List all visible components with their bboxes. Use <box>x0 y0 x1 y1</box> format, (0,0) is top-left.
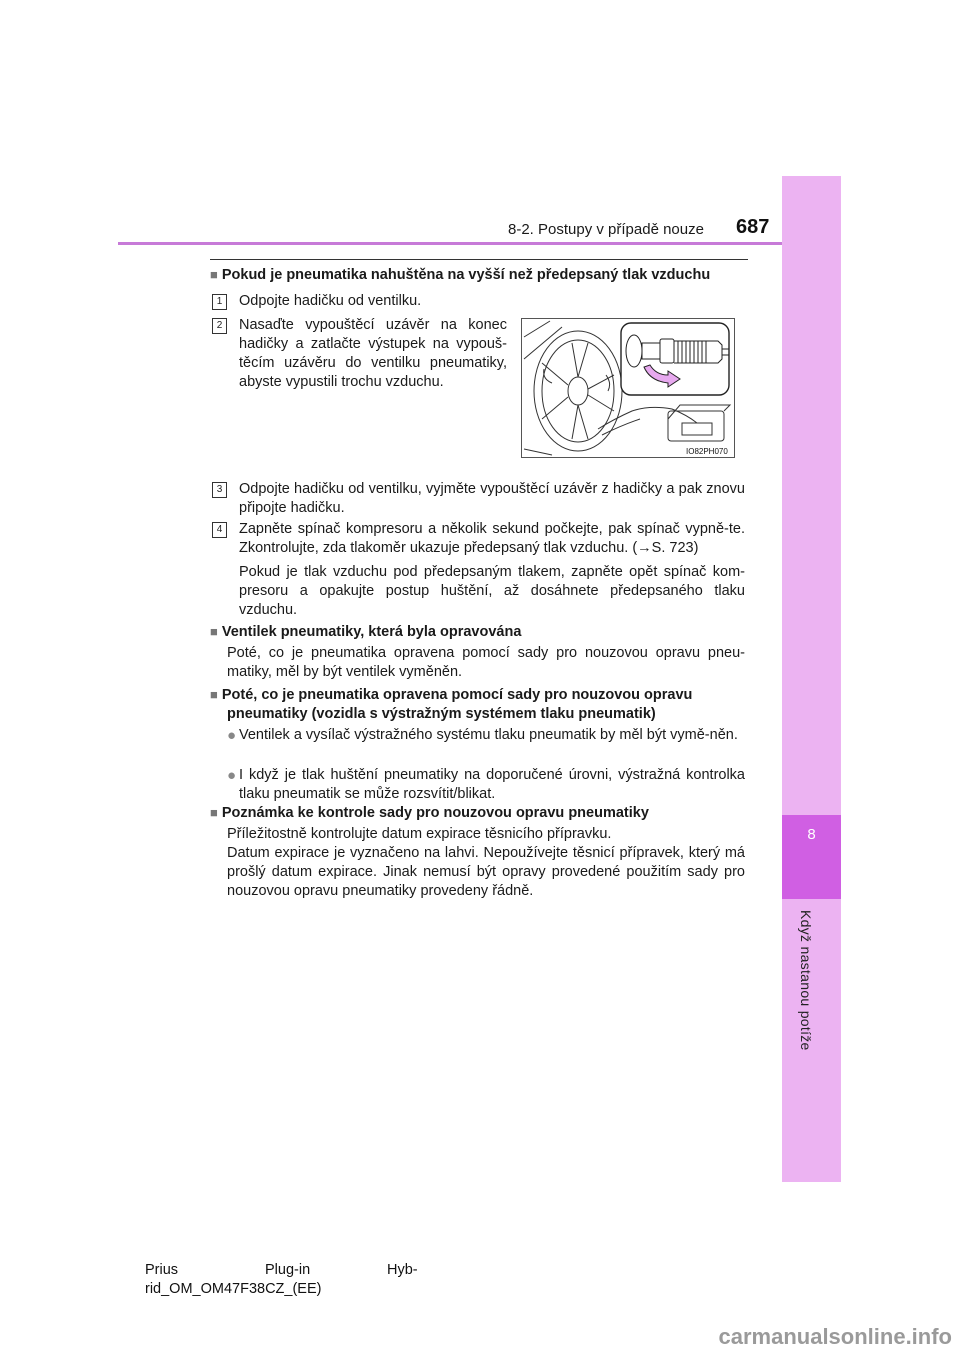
circle-bullet-icon: ● <box>227 727 237 744</box>
list-item: ● I když je tlak huštění pneumatiky na doporučené úrovni, výstražná kontrolka tlaku pneumatik se může rozsvítit/blikat. <box>227 767 745 802</box>
step-badge: 1 <box>212 294 227 310</box>
wheel-valve-drawing <box>522 319 734 457</box>
chapter-title: Když nastanou potíže <box>798 910 814 1051</box>
illustration-code: IO82PH070 <box>686 447 728 456</box>
step-badge: 4 <box>212 522 227 538</box>
square-bullet-icon: ■ <box>210 624 218 639</box>
heading-overinflated: ■ Pokud je pneumatika nahuštěna na vyšší než předepsaný tlak vzduchu <box>210 267 711 283</box>
paragraph: Datum expirace je vyznačeno na lahvi. Nepoužívejte těsnicí přípravek, který má prošlý datum expirace. Jinak nemusí být opravy provedené použitím sady pro nouzovou opravu pneumatiky provedeny řádně. <box>227 845 745 899</box>
heading-after-repair: ■ Poté, co je pneumatika opravena pomocí sady pro nouzovou opravu pneumatiky (vozidla s výstražným systémem tlaku pneumatik) <box>210 687 693 722</box>
square-bullet-icon: ■ <box>210 687 218 702</box>
watermark: carmanualsonline.info <box>718 1324 952 1349</box>
section-rule <box>210 259 748 260</box>
paragraph: Příležitostně kontrolujte datum expirace těsnicího přípravku. <box>227 826 612 842</box>
square-bullet-icon: ■ <box>210 267 218 282</box>
section-title: 8-2. Postupy v případě nouze <box>508 221 704 238</box>
list-item: ● Ventilek a vysílač výstražného systému tlaku pneumatik by měl být vymě-něn. <box>227 727 738 744</box>
step-note: Pokud je tlak vzduchu pod předepsaným tlakem, zapněte opět spínač kom-presoru a opakujte postup huštění, až dosáhnete předepsaného tlaku vzduchu. <box>239 564 745 618</box>
footer-doc-id: Prius Plug-in Hyb- rid_OM_OM47F38CZ_(EE) <box>145 1262 418 1297</box>
step-text: Nasaďte vypouštěcí uzávěr na konec hadičky a zatlačte výstupek na vypouš-těcím uzávěru do ventilku pneumatiky, abyste vypustili trochu vzduchu. <box>239 317 507 390</box>
step-text: Odpojte hadičku od ventilku. <box>239 293 422 309</box>
step-badge: 3 <box>212 482 227 498</box>
step-text: Zapněte spínač kompresoru a několik sekund počkejte, pak spínač vypně-te. Zkontrolujte, zda tlakoměr ukazuje předepsaný tlak vzduchu. (→S. 723) <box>239 521 745 556</box>
tire-deflation-illustration <box>521 318 735 458</box>
step-text: Odpojte hadičku od ventilku, vyjměte vypouštěcí uzávěr z hadičky a pak znovu připojte hadičku. <box>239 481 745 516</box>
chapter-number: 8 <box>807 826 816 843</box>
square-bullet-icon: ■ <box>210 805 218 820</box>
header-rule <box>118 242 782 245</box>
circle-bullet-icon: ● <box>227 767 237 784</box>
step-badge: 2 <box>212 318 227 334</box>
page-number: 687 <box>736 216 770 238</box>
paragraph: Poté, co je pneumatika opravena pomocí sady pro nouzovou opravu pneu-matiky, měl by být ventilek vyměněn. <box>227 645 745 680</box>
heading-kit-check: ■ Poznámka ke kontrole sady pro nouzovou opravu pneumatiky <box>210 805 649 821</box>
heading-valve: ■ Ventilek pneumatiky, která byla opravována <box>210 624 522 640</box>
